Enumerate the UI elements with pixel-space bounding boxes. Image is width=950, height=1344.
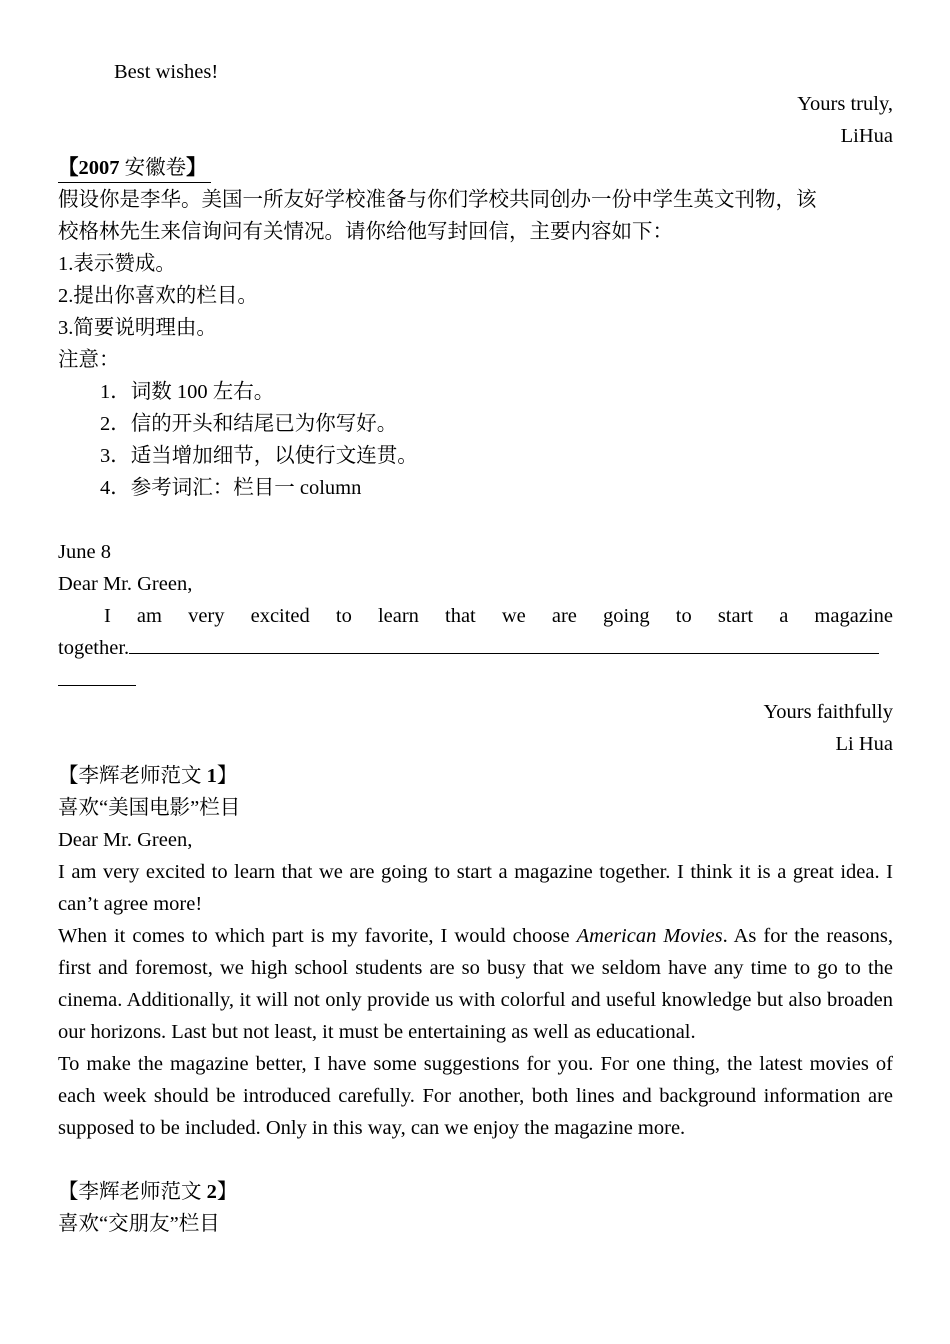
spacer xyxy=(58,1144,893,1176)
sample1-paragraph-1: I am very excited to learn that we are going to start a magazine together. I think it is a great idea. I can’t agree more! xyxy=(58,861,893,915)
task-point: 1.表示赞成。 xyxy=(58,253,176,275)
letter-word: very xyxy=(188,605,225,627)
letter-word: a xyxy=(779,605,789,627)
letter-second-line: together. xyxy=(58,632,893,664)
task-intro-line-2: 校格林先生来信询问有关情况。请你给他写封回信，主要内容如下： xyxy=(58,221,673,243)
letter-word: to xyxy=(675,605,692,627)
note-item: 4．参考词汇：栏目一 column xyxy=(100,477,362,499)
letter-greeting: Dear Mr. Green, xyxy=(58,573,193,595)
task-point: 3.简要说明理由。 xyxy=(58,317,217,339)
writing-blank xyxy=(129,633,879,654)
letter-word: that xyxy=(445,605,476,627)
sample2-heading: 【李辉老师范文 2】 xyxy=(58,1181,238,1203)
prev-signoff: Yours truly, xyxy=(797,93,893,115)
prev-name: LiHua xyxy=(840,125,893,147)
letter-first-line xyxy=(58,600,893,632)
note-item: 2．信的开头和结尾已为你写好。 xyxy=(100,413,398,435)
letter-third-line xyxy=(58,664,893,696)
letter-name: Li Hua xyxy=(835,733,893,755)
sample1-heading: 【李辉老师范文 1】 xyxy=(58,765,238,787)
letter-word: excited xyxy=(250,605,310,627)
letter-word: going xyxy=(602,605,650,627)
notes-label: 注意： xyxy=(58,349,120,371)
sample2-topic: 喜欢“交朋友”栏目 xyxy=(58,1213,220,1235)
sample1-topic: 喜欢“美国电影”栏目 xyxy=(58,797,241,819)
task-intro-line-1: 假设你是李华。美国一所友好学校准备与你们学校共同创办一份中学生英文刊物，该 xyxy=(58,189,817,211)
letter-word: to xyxy=(335,605,352,627)
writing-blank xyxy=(58,665,136,686)
prev-closing: Best wishes! xyxy=(114,61,219,83)
letter-word: we xyxy=(501,605,526,627)
task-year: 2007 xyxy=(78,157,120,179)
letter-word: am xyxy=(136,605,162,627)
sample1-greeting: Dear Mr. Green, xyxy=(58,829,193,851)
column-title: American Movies xyxy=(576,925,723,947)
letter-word: start xyxy=(717,605,754,627)
spacer xyxy=(58,504,893,536)
letter-word: are xyxy=(551,605,577,627)
note-item: 1．词数 100 左右。 xyxy=(100,381,275,403)
letter-word: learn xyxy=(377,605,419,627)
sample1-paragraph-3: To make the magazine better, I have some suggestions for you. For one thing, the latest movies of each week should be introduced carefully. For another, both lines and background information are supposed to be included. Only in this way, can we enjoy the magazine more. xyxy=(58,1053,893,1139)
letter-word: I xyxy=(104,605,111,627)
letter-date: June 8 xyxy=(58,541,111,563)
note-item: 3．适当增加细节，以使行文连贯。 xyxy=(100,445,418,467)
task-point: 2.提出你喜欢的栏目。 xyxy=(58,285,258,307)
sample1-paragraph-2: When it comes to which part is my favorite, I would choose American Movies. As for the reasons, first and foremost, we high school students are so busy that we seldom have any time to go to the cinema. Additionally, it will not only provide us with colorful and useful knowledge but also broaden our horizons. Last but not least, it must be entertaining as well as educational. xyxy=(58,925,893,1043)
letter-word: magazine xyxy=(814,605,893,627)
task-heading: 【2007 安徽卷】 xyxy=(58,152,893,184)
letter-signoff: Yours faithfully xyxy=(763,701,893,723)
